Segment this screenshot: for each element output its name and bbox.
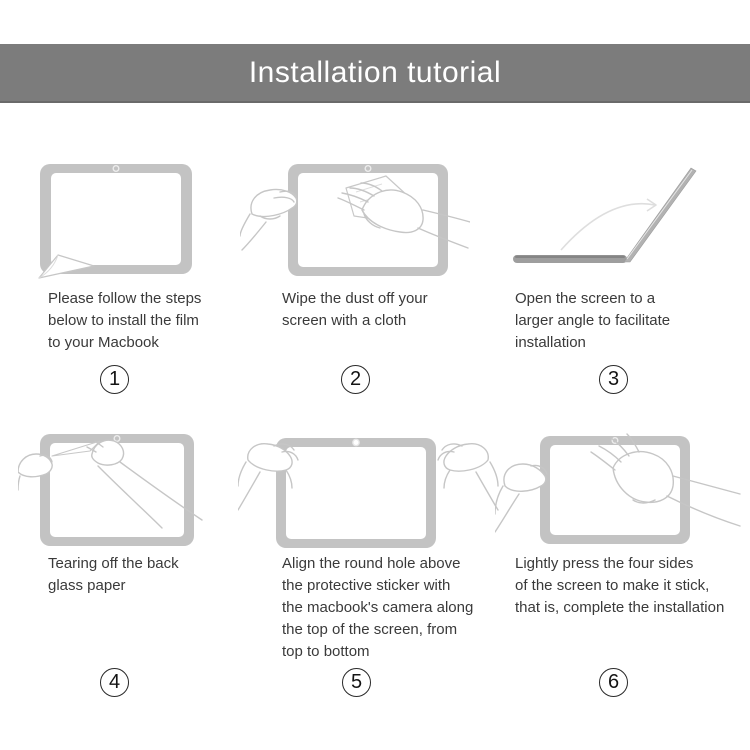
caption-line: the protective sticker with <box>282 577 451 594</box>
caption-line: glass paper <box>48 577 126 594</box>
laptop-base <box>513 255 627 263</box>
caption-line: larger angle to facilitate <box>515 312 671 329</box>
step1-number-badge: 1 <box>100 365 129 394</box>
step1-caption <box>48 288 201 354</box>
step2-caption <box>282 288 428 332</box>
caption-line: of the screen to make it stick, <box>515 577 710 594</box>
caption-line: Open the screen to a <box>515 290 656 307</box>
step2-illustration <box>240 158 470 285</box>
header-banner <box>0 44 750 103</box>
step2-number-badge: 2 <box>341 365 370 394</box>
step3-illustration <box>505 158 705 270</box>
caption-line: Align the round hole above <box>282 555 461 572</box>
caption-line: Lightly press the four sides <box>515 555 694 572</box>
caption-line: the macbook's camera along <box>282 599 474 616</box>
right-hand-icon <box>438 444 498 510</box>
step3-number-badge: 3 <box>599 365 628 394</box>
align-film-icon <box>238 424 500 571</box>
caption-line: Please follow the steps <box>48 290 202 307</box>
camera-hole-icon <box>353 439 359 445</box>
step5-number-badge: 5 <box>342 668 371 697</box>
step5-illustration <box>238 424 500 571</box>
step4-illustration <box>18 424 240 556</box>
caption-line: that is, complete the installation <box>515 599 725 616</box>
press-screen-icon <box>495 424 745 564</box>
step1-illustration <box>38 162 198 280</box>
caption-line: Tearing off the back <box>48 555 179 572</box>
macbook-screen <box>276 438 436 548</box>
page-title: Installation tutorial <box>248 55 502 89</box>
step6-illustration <box>495 424 745 564</box>
caption-line: the top of the screen, from <box>282 621 458 638</box>
caption-line: top to bottom <box>282 643 370 660</box>
caption-line: below to install the film <box>48 312 199 329</box>
step6-number-badge: 6 <box>599 668 628 697</box>
holding-hand-icon <box>495 464 547 532</box>
caption-line: screen with a cloth <box>282 312 407 329</box>
step3-caption <box>515 288 670 354</box>
laptop-screen <box>624 168 696 262</box>
tear-back-paper-icon <box>18 424 240 556</box>
caption-line: to your Macbook <box>48 334 159 351</box>
caption-line: Wipe the dust off your <box>282 290 428 307</box>
screen-with-peeling-film-icon <box>38 162 198 280</box>
step5-caption <box>282 553 473 663</box>
wipe-screen-icon <box>240 158 470 285</box>
open-laptop-icon <box>505 158 705 270</box>
step4-caption <box>48 553 179 597</box>
caption-line: installation <box>515 334 586 351</box>
step6-caption <box>515 553 724 619</box>
step4-number-badge: 4 <box>100 668 129 697</box>
